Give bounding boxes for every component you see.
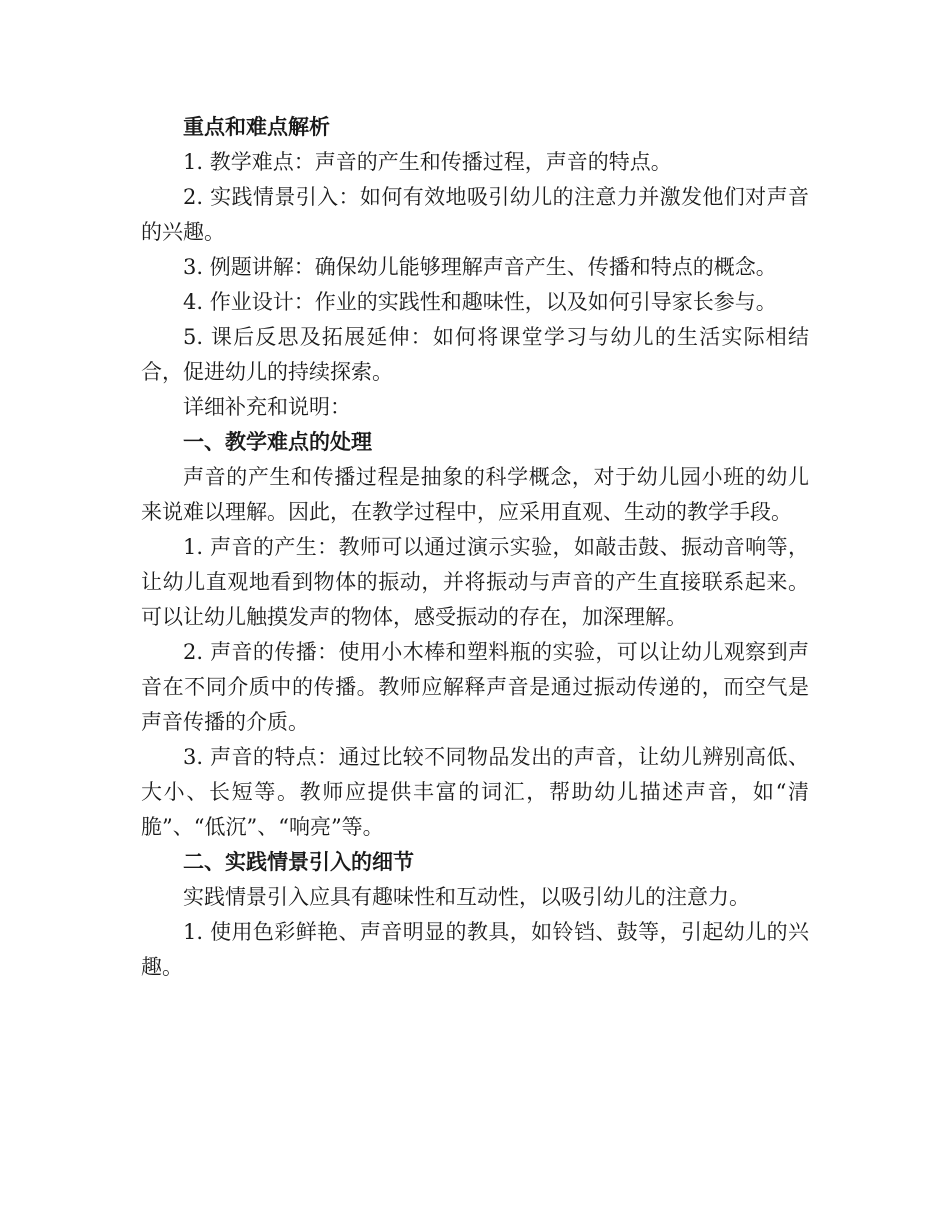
paragraph: 4. 作业设计：作业的实践性和趣味性，以及如何引导家长参与。 xyxy=(183,290,777,314)
paragraph: 详细补充和说明： xyxy=(183,395,351,419)
section-heading: 重点和难点解析 xyxy=(183,115,330,139)
paragraph: 1. 声音的产生：教师可以通过演示实验，如敲击鼓、振动音响等，让幼儿直观地看到物体的振动，并将振动与声音的产生直接联系起来。可以让幼儿触摸发声的物体，感受振动的存在，加深理解。 xyxy=(141,535,809,629)
paragraph: 5. 课后反思及拓展延伸：如何将课堂学习与幼儿的生活实际相结合，促进幼儿的持续探索。 xyxy=(141,325,809,384)
paragraph: 1. 使用色彩鲜艳、声音明显的教具，如铃铛、鼓等，引起幼儿的兴趣。 xyxy=(141,920,809,979)
paragraph: 实践情景引入应具有趣味性和互动性，以吸引幼儿的注意力。 xyxy=(183,885,750,909)
document-body xyxy=(141,110,809,985)
paragraph: 3. 例题讲解：确保幼儿能够理解声音产生、传播和特点的概念。 xyxy=(183,255,777,279)
paragraph: 2. 声音的传播：使用小木棒和塑料瓶的实验，可以让幼儿观察到声音在不同介质中的传播。教师应解释声音是通过振动传递的，而空气是声音传播的介质。 xyxy=(141,640,809,734)
paragraph: 声音的产生和传播过程是抽象的科学概念，对于幼儿园小班的幼儿来说难以理解。因此，在教学过程中，应采用直观、生动的教学手段。 xyxy=(141,465,809,524)
paragraph: 2. 实践情景引入：如何有效地吸引幼儿的注意力并激发他们对声音的兴趣。 xyxy=(141,185,809,244)
section-heading: 二、实践情景引入的细节 xyxy=(183,850,414,874)
paragraph: 3. 声音的特点：通过比较不同物品发出的声音，让幼儿辨别高低、大小、长短等。教师应提供丰富的词汇，帮助幼儿描述声音，如“清脆”、“低沉”、“响亮”等。 xyxy=(141,745,809,839)
paragraph: 1. 教学难点：声音的产生和传播过程，声音的特点。 xyxy=(183,150,672,174)
section-heading: 一、教学难点的处理 xyxy=(183,430,372,454)
